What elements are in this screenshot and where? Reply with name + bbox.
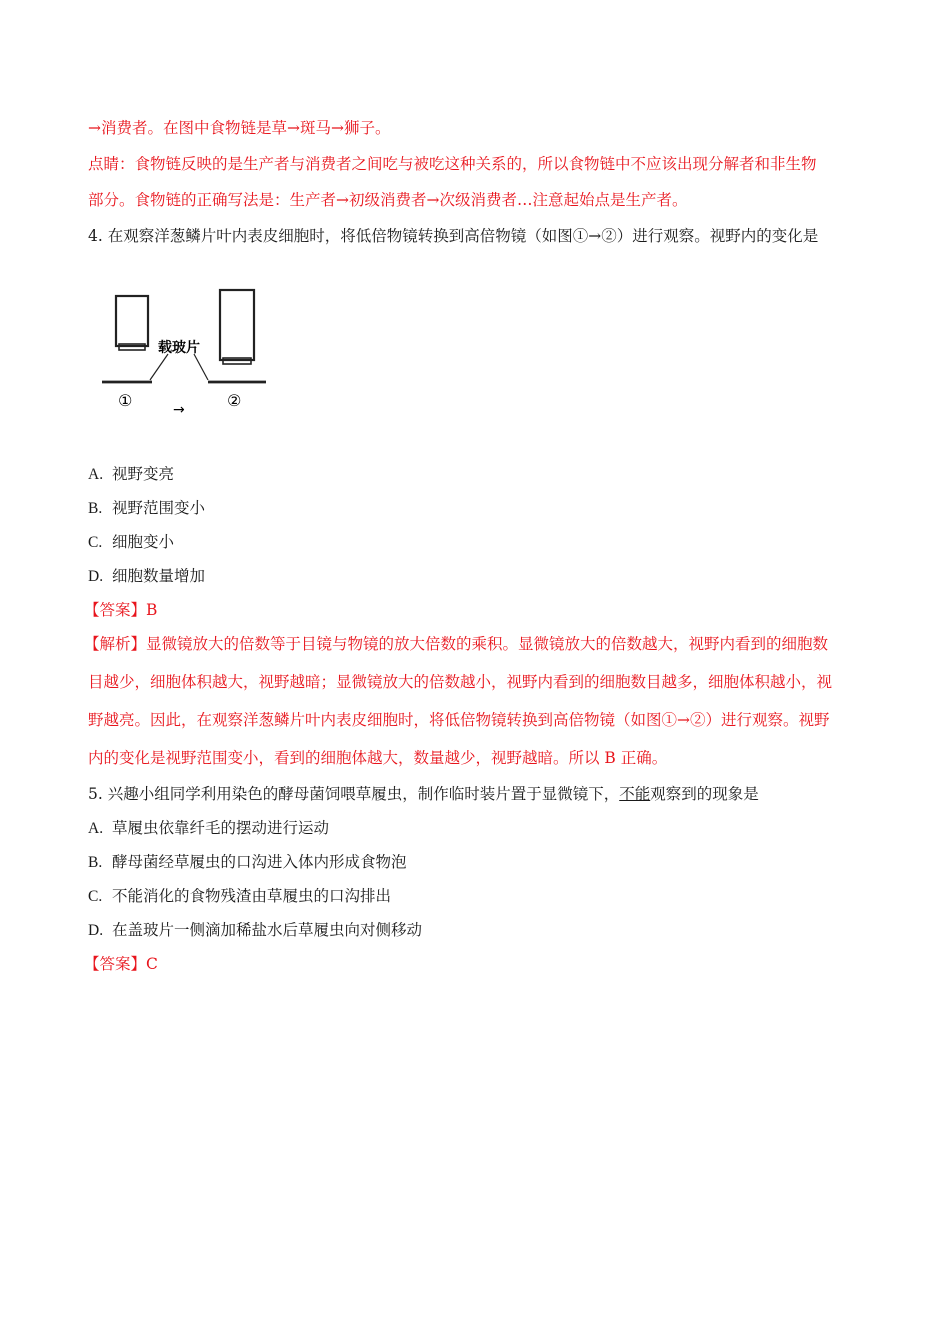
option-text: 细胞变小: [112, 533, 175, 551]
q4-option-c: [88, 532, 870, 553]
arrow: →: [173, 402, 185, 418]
option-label: B.: [88, 854, 103, 871]
analysis-tag: 【解析】: [84, 635, 147, 653]
pointer-line-1: [150, 354, 168, 380]
q4-analysis-line-4: 内的变化是视野范围变小，看到的细胞体越大，数量越少，视野越暗。所以 B 正确。: [88, 749, 668, 767]
q4-analysis-line-1: [84, 634, 870, 654]
label-2: ②: [227, 391, 242, 410]
option-text: 视野变亮: [112, 465, 175, 483]
option-label: D.: [88, 568, 104, 585]
q5-option-b: [88, 852, 870, 873]
tip-line-1: 点睛：食物链反映的是生产者与消费者之间吃与被吃这种关系的，所以食物链中不应该出现分解者和非生物: [88, 155, 817, 173]
option-text: 不能消化的食物残渣由草履虫的口沟排出: [112, 887, 392, 905]
q5-answer: 【答案】C: [84, 955, 158, 973]
option-label: D.: [88, 922, 104, 939]
analysis-text: 显微镜放大的倍数等于目镜与物镜的放大倍数的乘积。显微镜放大的倍数越大，视野内看到的细胞数: [146, 635, 829, 653]
q4-stem: 4. 在观察洋葱鳞片叶内表皮细胞时，将低倍物镜转换到高倍物镜（如图①→②）进行观察。视野内的变化是: [88, 227, 819, 245]
q4-option-b: [88, 498, 870, 519]
q5-option-c: [88, 886, 870, 907]
q4-analysis-line-2: 目越少，细胞体积越大，视野越暗；显微镜放大的倍数越小，视野内看到的细胞数目越多，细胞体积越小，视: [88, 673, 833, 691]
option-text: 草履虫依靠纤毛的摆动进行运动: [112, 819, 330, 837]
q5-option-a: [88, 818, 870, 839]
q4-option-d: [88, 566, 870, 587]
option-label: B.: [88, 500, 103, 517]
option-label: C.: [88, 534, 103, 551]
objective-diagram: [96, 282, 286, 422]
tip-line-2: 部分。食物链的正确写法是：生产者→初级消费者→次级消费者…注意起始点是生产者。: [88, 191, 688, 209]
option-text: 细胞数量增加: [112, 567, 206, 585]
q5-stem-pre: 5. 兴趣小组同学利用染色的酵母菌饲喂草履虫，制作临时装片置于显微镜下，: [88, 785, 620, 803]
high-power-objective: [220, 290, 254, 360]
option-text: 视野范围变小: [112, 499, 206, 517]
option-label: C.: [88, 888, 103, 905]
label-1: ①: [118, 391, 133, 410]
option-label: A.: [88, 466, 104, 483]
prev-cont-line: →消费者。在图中食物链是草→斑马→狮子。: [88, 119, 391, 137]
objective-switch-figure: [96, 282, 286, 422]
option-text: 在盖玻片一侧滴加稀盐水后草履虫向对侧移动: [112, 921, 423, 939]
q4-option-a: [88, 464, 870, 485]
q4-answer: 【答案】B: [84, 601, 158, 619]
slide-label: 载玻片: [158, 340, 200, 356]
q5-stem-post: 观察到的现象是: [650, 785, 759, 803]
option-text: 酵母菌经草履虫的口沟进入体内形成食物泡: [112, 853, 407, 871]
q4-analysis-line-3: 野越亮。因此，在观察洋葱鳞片叶内表皮细胞时，将低倍物镜转换到高倍物镜（如图①→②）进行观察。视野: [88, 711, 830, 729]
q5-option-d: [88, 920, 870, 941]
option-label: A.: [88, 820, 104, 837]
low-power-objective: [116, 296, 148, 346]
q5-stem-underline: 不能: [619, 785, 651, 803]
q5-stem: [88, 784, 870, 804]
pointer-line-2: [194, 354, 208, 380]
